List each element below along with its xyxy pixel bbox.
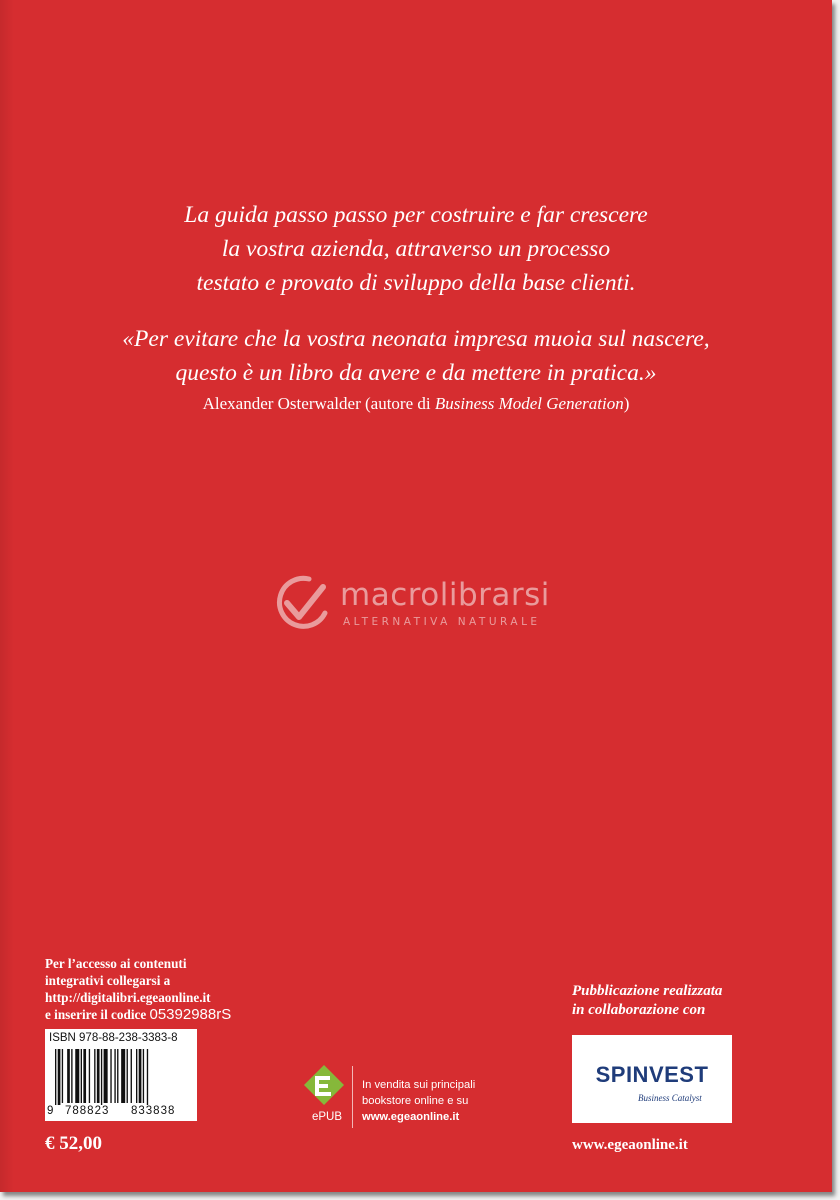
- review-quote: [0, 322, 832, 390]
- spine-shade: [0, 0, 14, 1192]
- quote-attribution: [0, 394, 832, 414]
- blurb-line: testato e provato di sviluppo della base clienti.: [196, 270, 636, 296]
- quote-close: ): [623, 394, 630, 413]
- publication-note: [572, 982, 722, 1020]
- access-line: integrativi collegarsi a: [45, 973, 171, 988]
- epub-link[interactable]: www.egeaonline.it: [362, 1111, 460, 1123]
- isbn-barcode: [45, 1029, 197, 1121]
- watermark-tagline: ALTERNATIVA NATURALE: [343, 616, 541, 628]
- access-code: 05392988rS: [149, 1006, 232, 1023]
- barcode-bars: [55, 1049, 187, 1105]
- epub-label: ePUB: [311, 1111, 343, 1123]
- isbn-number: ISBN 978-88-238-3383-8: [49, 1032, 178, 1044]
- quote-book-title: Business Model Generation: [434, 394, 624, 413]
- epub-divider: [352, 1066, 353, 1128]
- epub-info: [362, 1077, 475, 1125]
- quote-line: «Per evitare che la vostra neonata impresa muoia sul nascere,: [122, 326, 710, 352]
- publisher-website[interactable]: www.egeaonline.it: [572, 1137, 688, 1153]
- spinvest-tagline: Business Catalyst: [638, 1093, 702, 1103]
- access-link[interactable]: http://digitalibri.egeaonline.it: [45, 990, 211, 1005]
- access-info: [45, 955, 231, 1023]
- epub-line: In vendita sui principali: [362, 1079, 476, 1091]
- barcode-digit-first: 9: [47, 1105, 54, 1117]
- quote-line: questo è un libro da avere e da mettere in pratica.»: [175, 360, 657, 386]
- blurb-line: la vostra azienda, attraverso un processo: [221, 236, 611, 262]
- spinvest-logo: [572, 1035, 732, 1123]
- watermark-name: macrolibrarsi: [340, 577, 550, 613]
- epub-icon: [303, 1064, 345, 1110]
- spinvest-name: SPINVEST: [595, 1062, 709, 1087]
- publication-line: Pubblicazione realizzata: [572, 983, 723, 999]
- blurb-line: La guida passo passo per costruire e far crescere: [184, 202, 648, 228]
- macrolibrarsi-watermark: [273, 573, 573, 635]
- macrolibrarsi-logo-icon: [273, 573, 333, 629]
- quote-author: Alexander Osterwalder (autore di: [202, 394, 435, 413]
- price-label: € 52,00: [45, 1133, 102, 1154]
- barcode-digits-left: 788823: [65, 1105, 110, 1117]
- epub-line: bookstore online e su: [362, 1095, 469, 1107]
- publication-line: in collaborazione con: [572, 1002, 706, 1018]
- access-line: e inserire il codice: [45, 1007, 150, 1022]
- access-line: Per l’accesso ai contenuti: [45, 956, 187, 971]
- barcode-digits-right: 833838: [131, 1105, 176, 1117]
- cover-blurb: [0, 198, 832, 300]
